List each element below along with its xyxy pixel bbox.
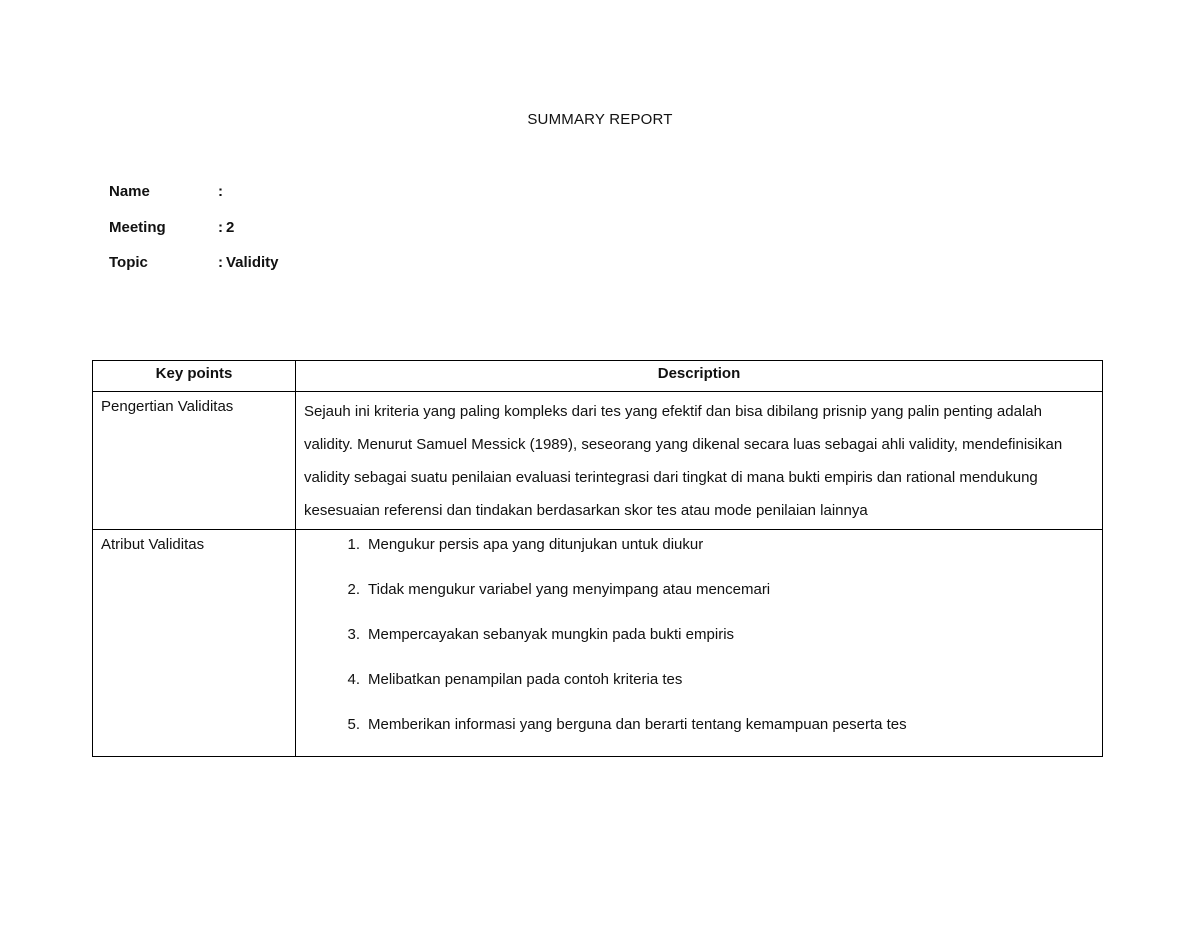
info-row-name (109, 183, 279, 219)
row-description-pengertian: Sejauh ini kriteria yang paling kompleks dari tes yang efektif dan bisa dibilang prisnip yang palin penting adalah validity. Menurut Samuel Messick (1989), seseorang yang dikenal secara luas sebagai ahli validity, mendefinisikan validity sebagai suatu penilaian evaluasi terintegrasi dari tingkat di mana bukti empiris dan rational mendukung kesesuaian referensi dan tindakan berdasarkan skor tes atau mode penilaian lainnya (296, 392, 1103, 530)
attribute-list (304, 530, 1094, 750)
header-key-points: Key points (93, 361, 296, 392)
meeting-separator: : (218, 218, 223, 236)
row-description-atribut (296, 530, 1103, 757)
topic-separator: : (218, 254, 223, 271)
meeting-value: 2 (226, 218, 235, 236)
info-row-meeting (109, 219, 279, 255)
list-item-text: Memberikan informasi yang berguna dan berarti tentang kemampuan peserta tes (368, 716, 907, 733)
list-item (330, 530, 1094, 575)
info-block (109, 183, 279, 290)
summary-table (92, 360, 1103, 757)
header-description: Description (296, 361, 1103, 392)
list-item-number: 1. (347, 536, 360, 553)
document-title: SUMMARY REPORT (527, 111, 673, 128)
name-separator: : (218, 183, 223, 200)
list-item-text: Mempercayakan sebanyak mungkin pada bukti empiris (368, 626, 735, 643)
meeting-label: Meeting (109, 218, 166, 236)
info-row-topic (109, 254, 279, 290)
list-item (330, 710, 1094, 750)
list-item-text: Mengukur persis apa yang ditunjukan untuk diukur (368, 536, 704, 553)
row-key-atribut: Atribut Validitas (93, 530, 296, 757)
list-item-text: Tidak mengukur variabel yang menyimpang atau mencemari (368, 581, 771, 598)
list-item-number: 2. (347, 581, 360, 598)
list-item-number: 4. (347, 671, 360, 688)
row-key-pengertian: Pengertian Validitas (93, 392, 296, 530)
topic-value: Validity (226, 254, 279, 271)
table-row (93, 392, 1103, 530)
list-item-text: Melibatkan penampilan pada contoh kriteria tes (368, 671, 683, 688)
list-item (330, 620, 1094, 665)
list-item-number: 3. (347, 626, 360, 643)
list-item-number: 5. (347, 716, 360, 733)
topic-label: Topic (109, 254, 148, 271)
list-item (330, 665, 1094, 710)
name-label: Name (109, 183, 150, 200)
list-item (330, 575, 1094, 620)
table-row (93, 530, 1103, 757)
table-header-row (93, 361, 1103, 392)
